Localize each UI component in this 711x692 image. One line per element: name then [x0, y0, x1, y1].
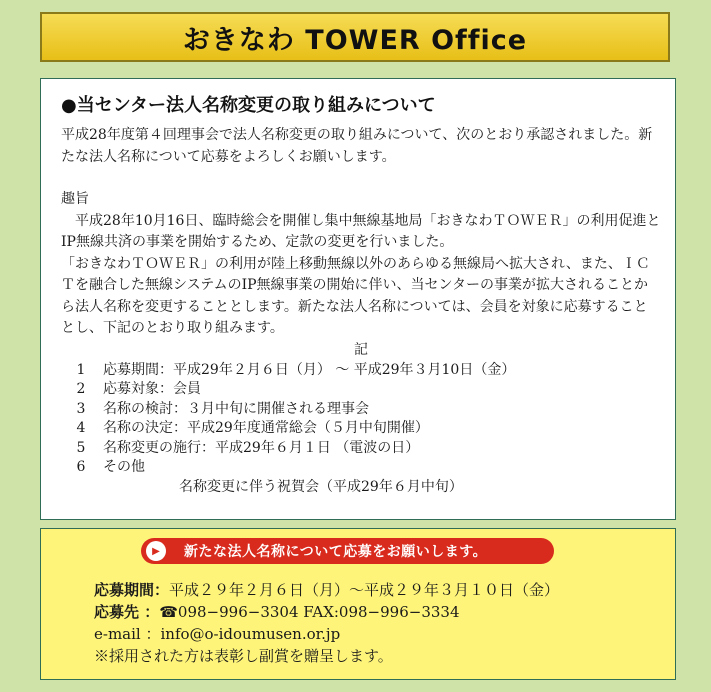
appeal-info	[94, 579, 559, 667]
appeal-banner	[141, 538, 554, 564]
play-icon: ▶	[146, 541, 166, 561]
email-row: e-mail ：info@o-idoumusen.or.jp	[94, 625, 341, 643]
purpose-paragraph-2: 「おきなわＴＯＷＥＲ」の利用が陸上移動無線以外のあらゆる無線局へ拡大され、また、ＩＣＴを融合した無線システムのIP無線事業の開始に伴い、当センターの事業が拡大されることから法人名称を変更することとします。新たな法人名称については、会員を対象に応募することとし、下記のとおり取り組みます。	[61, 255, 650, 336]
list-item: 6 その他	[76, 459, 145, 476]
list-item: 1 応募期間：平成29年２月６日（月） 〜 平成29年３月10日（金）	[76, 361, 516, 378]
site-header	[40, 12, 670, 62]
notice-heading: ●当センター法人名称変更の取り組みについて	[61, 95, 436, 116]
list-item: 5 名称変更の施行：平成29年６月１日 （電波の日）	[76, 439, 420, 456]
list-item: 2 応募対象：会員	[76, 381, 201, 398]
notice-panel	[40, 78, 676, 520]
contact-row: 応募先 ：☎098−996−3304 FAX:098−996−3334	[94, 603, 460, 621]
list-item: 3 名称の検討：３月中旬に開催される理事会	[76, 400, 369, 417]
appeal-banner-text: 新たな法人名称について応募をお願いします。	[184, 544, 488, 560]
ki-marker: 記	[354, 341, 368, 358]
purpose-paragraph-1: 平成28年10月16日、臨時総会を開催し集中無線基地局「おきなわＴＯＷＥＲ」の利用促進とIP無線共済の事業を開始するため、定款の変更を行いました。	[61, 212, 661, 250]
header-title: おきなわ TOWER Office	[182, 24, 528, 56]
appeal-panel	[40, 528, 676, 680]
period-row: 応募期間：平成２９年２月６日（月）〜平成２９年３月１０日（金）	[94, 581, 560, 599]
item6-sub: 名称変更に伴う祝賀会（平成29年６月中旬）	[179, 479, 463, 496]
email-link[interactable]: info@o-idoumusen.or.jp	[160, 625, 341, 643]
schedule-list	[61, 361, 661, 479]
purpose-label: 趣旨	[61, 191, 89, 207]
notice-intro: 平成28年度第４回理事会で法人名称変更の取り組みについて、次のとおり承認されました。新たな法人名称について応募をよろしくお願いします。	[61, 127, 653, 165]
list-item: 4 名称の決定：平成29年度通常総会（５月中旬開催）	[76, 420, 429, 437]
note-row: ※採用された方は表彰し副賞を贈呈します。	[94, 647, 393, 665]
